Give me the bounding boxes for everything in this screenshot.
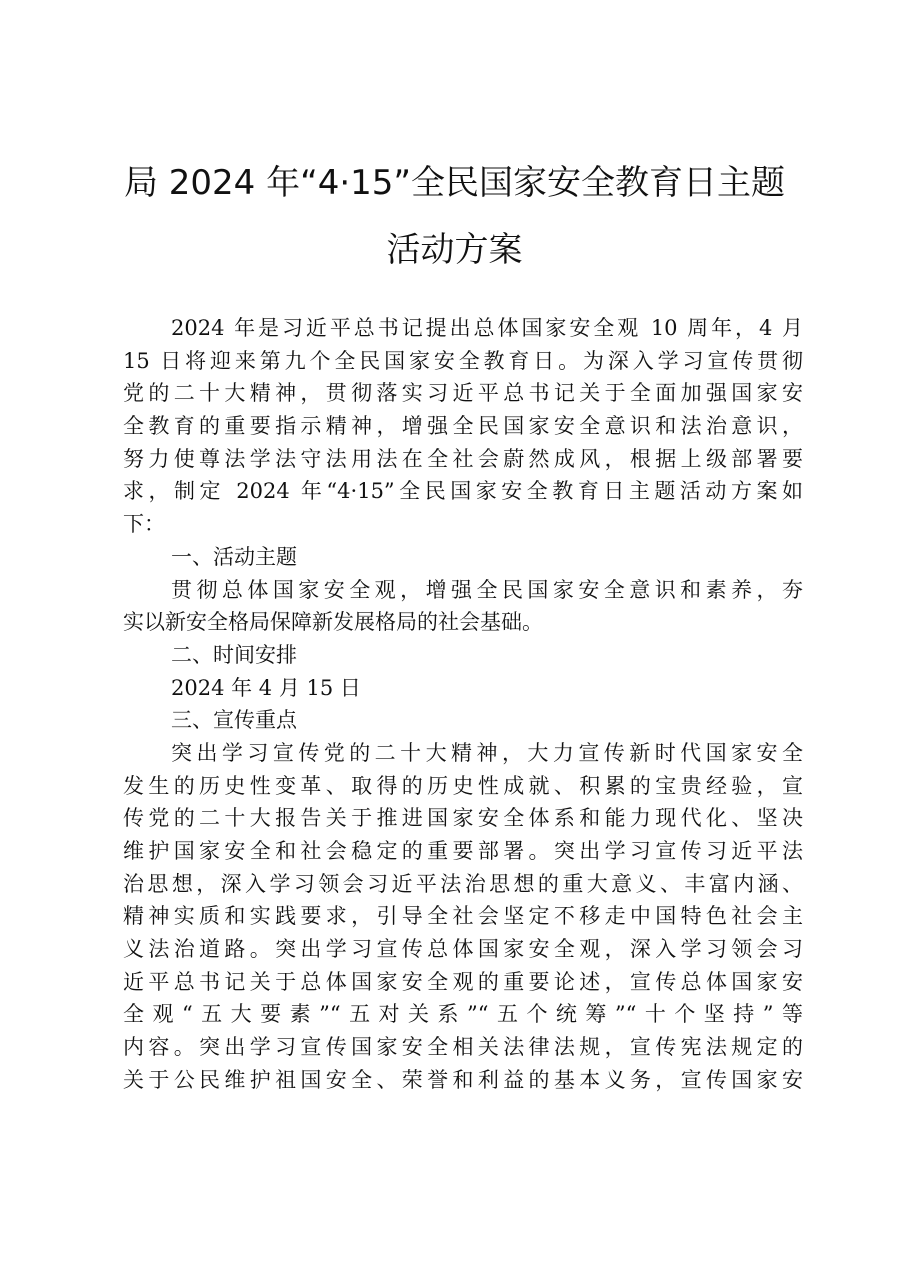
document-title-line-1: 局 2024 年“4·15”全民国家安全教育日主题 bbox=[123, 163, 786, 203]
section3-line: 精神实质和实践要求，引导全社会坚定不移走中国特色社会主 bbox=[123, 904, 803, 929]
section3-line: 突出学习宣传党的二十大精神，大力宣传新时代国家安全 bbox=[171, 740, 803, 765]
document-body bbox=[123, 312, 803, 1097]
section3-line: 近平总书记关于总体国家安全观的重要论述，宣传总体国家安 bbox=[123, 969, 803, 994]
section3-line: 发生的历史性变革、取得的历史性成就、积累的宝贵经验，宣 bbox=[123, 773, 803, 798]
section3-line: 关于公民维护祖国安全、荣誉和利益的基本义务，宣传国家安 bbox=[123, 1067, 803, 1092]
section-heading-theme: 一、活动主题 bbox=[171, 544, 297, 569]
section3-line: 全观“五大要素”“五对关系”“五个统筹”“十个坚持”等 bbox=[123, 1002, 803, 1027]
document-title-line-2: 活动方案 bbox=[386, 230, 523, 270]
section3-line: 内容。突出学习宣传国家安全相关法律法规，宣传宪法规定的 bbox=[123, 1035, 803, 1060]
intro-line: 下： bbox=[123, 512, 165, 537]
section3-line: 治思想，深入学习领会习近平法治思想的重大意义、丰富内涵、 bbox=[123, 871, 803, 896]
intro-line: 2024 年是习近平总书记提出总体国家安全观 10 周年，4 月 bbox=[171, 316, 803, 340]
section1-line: 实以新安全格局保障新发展格局的社会基础。 bbox=[123, 610, 543, 635]
section3-line: 义法治道路。突出学习宣传总体国家安全观，深入学习领会习 bbox=[123, 937, 803, 962]
intro-line: 党的二十大精神，贯彻落实习近平总书记关于全面加强国家安 bbox=[123, 381, 803, 406]
section-heading-focus: 三、宣传重点 bbox=[171, 708, 297, 733]
section2-line: 2024 年 4 月 15 日 bbox=[171, 675, 361, 700]
intro-line: 求，制定 2024 年“4·15”全民国家安全教育日主题活动方案如 bbox=[123, 479, 803, 504]
intro-line: 努力使尊法学法守法用法在全社会蔚然成风，根据上级部署要 bbox=[123, 446, 803, 471]
section3-line: 维护国家安全和社会稳定的重要部署。突出学习宣传习近平法 bbox=[123, 839, 803, 863]
section3-line: 传党的二十大报告关于推进国家安全体系和能力现代化、坚决 bbox=[123, 806, 803, 831]
intro-line: 15 日将迎来第九个全民国家安全教育日。为深入学习宣传贯彻 bbox=[123, 348, 803, 373]
section1-line: 贯彻总体国家安全观，增强全民国家安全意识和素养，夯 bbox=[171, 577, 803, 602]
intro-line: 全教育的重要指示精神，增强全民国家安全意识和法治意识， bbox=[123, 414, 803, 439]
section-heading-schedule: 二、时间安排 bbox=[171, 642, 297, 667]
